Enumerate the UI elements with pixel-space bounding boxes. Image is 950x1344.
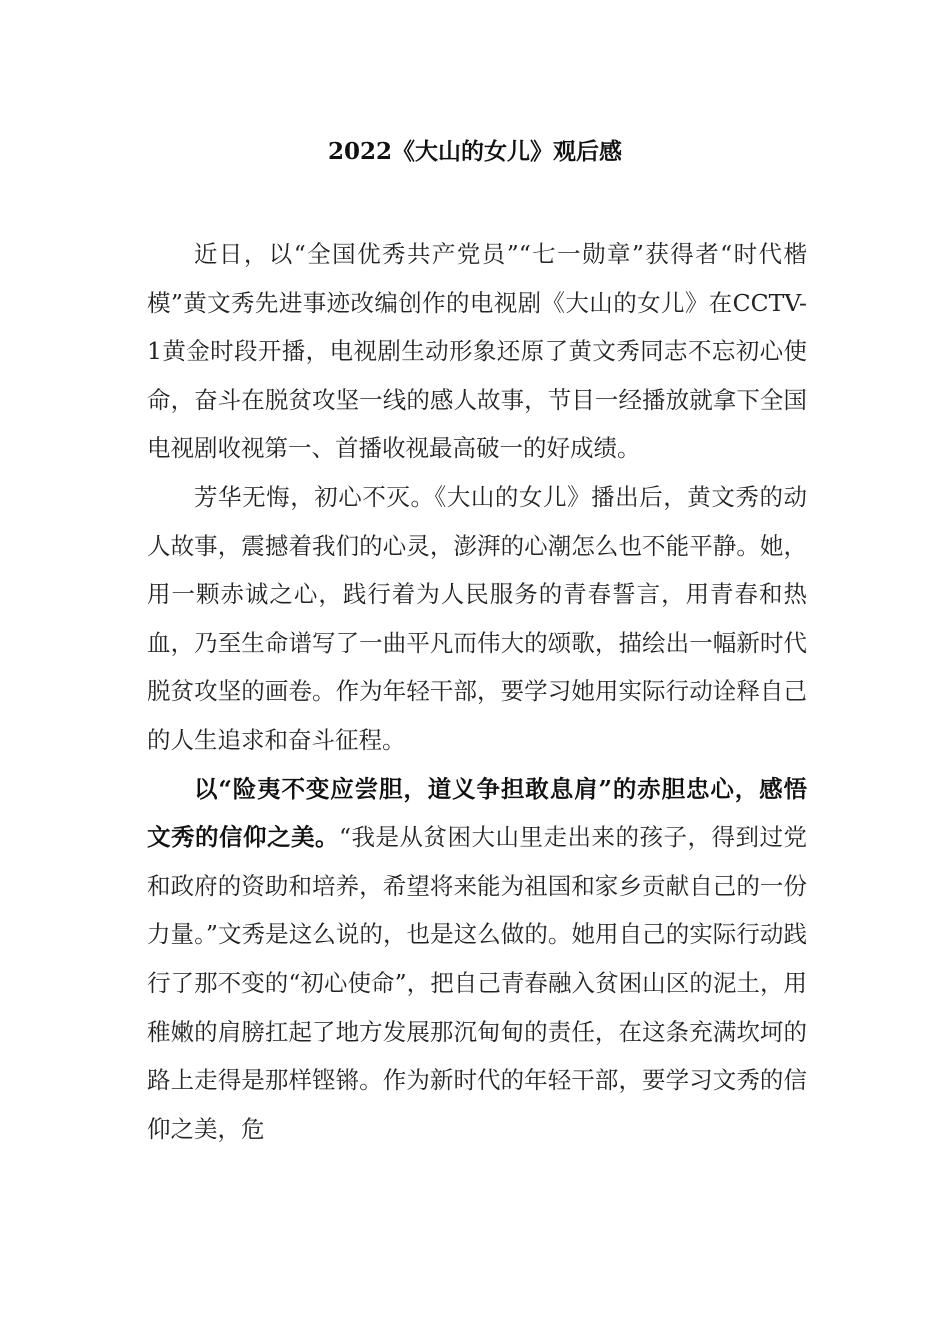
paragraph-2 [147, 473, 807, 765]
document-title: 2022《大山的女儿》观后感 [327, 138, 622, 165]
document-body [147, 230, 807, 1153]
paragraph-3 [147, 765, 807, 1154]
paragraph-3-bold-lead: 以“险夷不变应尝胆，道义争担敢息肩”的赤胆忠心，感悟文秀的信仰之美。 [147, 774, 807, 852]
paragraph-3-text: “我是从贫困大山里走出来的孩子，得到过党和政府的资助和培养，希望将来能为祖国和家乡贡献自己的一份力量。”文秀是这么说的，也是这么做的。她用自己的实际行动践行了那不变的“初心使命”，把自己青春融入贫困山区的泥土，用稚嫩的肩膀扛起了地方发展那沉甸甸的责任，在这条充满坎坷的路上走得是那样铿锵。作为新时代的年轻干部，要学习文秀的信仰之美，危 [147, 823, 808, 1143]
paragraph-1-text: 近日，以“全国优秀共产党员”“七一勋章”获得者“时代楷模”黄文秀先进事迹改编创作的电视剧《大山的女儿》在CCTV-1黄金时段开播，电视剧生动形象还原了黄文秀同志不忘初心使命，奋斗在脱贫攻坚一线的感人故事，节目一经播放就拿下全国电视剧收视第一、首播收视最高破一的好成绩。 [147, 240, 807, 463]
paragraph-1 [147, 230, 807, 473]
paragraph-2-text: 芳华无悔，初心不灭。《大山的女儿》播出后，黄文秀的动人故事，震撼着我们的心灵，澎湃的心潮怎么也不能平静。她，用一颗赤诚之心，践行着为人民服务的青春誓言，用青春和热血，乃至生命谱写了一曲平凡而伟大的颂歌，描绘出一幅新时代脱贫攻坚的画卷。作为年轻干部，要学习她用实际行动诠释自己的人生追求和奋斗征程。 [147, 482, 807, 754]
